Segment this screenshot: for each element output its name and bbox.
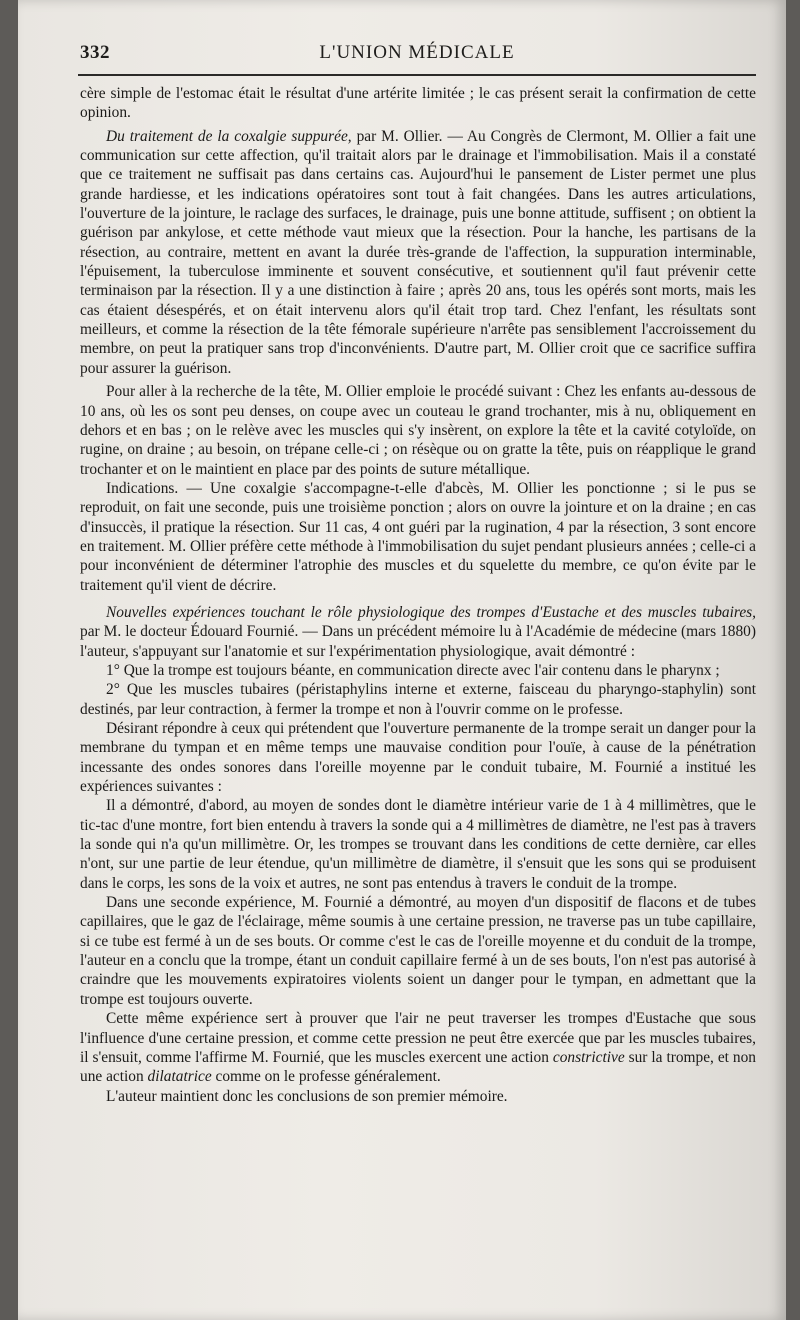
paragraph-indications: Indications. — Une coxalgie s'accompagne-t-elle d'abcès, M. Ollier les ponctionne ; si le pus se reproduit, on fait une seconde, puis une troisième ponction ; alors on ouvre la jointure et on la draine ; en cas d'insuccès, il pratique la résection. Sur 11 cas, 4 ont guéri par la rugination, 4 par la résection, 3 sont encore en traitement. M. Ollier préfère cette méthode à l'immobilisation du sujet pendant plusieurs années ; celle-ci a pour inconvénient de déterminer l'atrophie des muscles et du squelette du membre, ce qu'on évite par le traitement qu'il vient de décrire.: [80, 479, 756, 594]
paragraph-experience-2: Dans une seconde expérience, M. Fournié a démontré, au moyen d'un dispositif de flacons et de tubes capillaires, que le gaz de l'éclairage, même soumis à une certaine pression, ne traverse pas un tube capillaire, si ce tube est fermé à un de ses bouts. Or comme c'est le cas de l'oreille moyenne et du conduit de la trompe, l'auteur en a conclu que la trompe, étant un conduit capillaire fermé à un de ses bouts, l'on n'est pas autorisé à craindre que les mouvements expiratoires violents soient un danger pour le tympan, en admettant que la trompe est toujours ouverte.: [80, 894, 756, 1008]
paragraph-final: L'auteur maintient donc les conclusions de son premier mémoire.: [106, 1087, 508, 1105]
paragraph-continuation: cère simple de l'estomac était le résultat d'une artérite limitée ; le cas présent serait la confirmation de cette opinion.: [80, 85, 756, 122]
paragraph-text: sur la trompe, et non une action: [80, 1048, 756, 1086]
journal-page: [18, 0, 786, 1320]
paragraph-text: comme on le professe généralement.: [211, 1068, 441, 1086]
section-title-eustache: Nouvelles expériences touchant le rôle physiologique des trompes d'Eustache et des muscles tubaires,: [106, 603, 756, 621]
page-header: [80, 42, 754, 70]
paragraph-coxalgie: [80, 127, 756, 378]
running-head: L'UNION MÉDICALE: [319, 42, 515, 63]
header-rule: [78, 74, 756, 76]
term-constrictive: constrictive: [552, 1048, 625, 1066]
term-dilatatrice: dilatatrice: [147, 1068, 212, 1086]
paragraph-desirant: Désirant répondre à ceux qui prétendent que l'ouverture permanente de la trompe serait un danger pour la membrane du tympan et en même temps une mauvaise condition pour l'ouïe, à cause de la pénétration incessante des ondes sonores dans l'oreille moyenne par le conduit tubaire, M. Fournié a institué les expériences suivantes :: [80, 720, 756, 796]
paragraph-eustache: [80, 603, 756, 661]
paragraph-text: par M. le docteur Édouard Fournié. — Dans un précédent mémoire lu à l'Académie de médecine (mars 1880) l'auteur, s'appuyant sur l'anatomie et sur l'expérimentation physiologique, avait démontré :: [80, 623, 756, 660]
article-body: [80, 84, 756, 1106]
paragraph-experience-1: Il a démontré, d'abord, au moyen de sondes dont le diamètre intérieur varie de 1 à 4 millimètres, que le tic-tac d'une montre, fort bien entendu à travers la sonde qui a 4 millimètres de diamètre, ne l'est pas à travers la sonde qui n'a qu'un millimètre. Or, les trompes se trouvant dans les conditions de cette dernière, car elles n'ont, sur une partie de leur étendue, qu'un millimètre de diamètre, il s'ensuit que les sons qui se produisent dans le corps, les sons de la voix et autres, ne sont pas entendus à travers le conduit de la trompe.: [80, 797, 756, 892]
paragraph-point-2: 2° Que les muscles tubaires (péristaphylins interne et externe, faisceau du pharyngo-staphylin) sont destinés, par leur contraction, à fermer la trompe et non à l'ouvrir comme on le professe.: [80, 681, 756, 718]
paragraph-procede: Pour aller à la recherche de la tête, M. Ollier emploie le procédé suivant : Chez les enfants au-dessous de 10 ans, où les os sont peu denses, on coupe avec un couteau le grand trochanter, mis à nu, obliquement en dehors et en bas ; on le relève avec les muscles qui s'y insèrent, on explore la tête et la cavité cotyloïde, on rugine, on draine ; au besoin, on trépane celle-ci ; on résèque ou on gratte la tête, puis on réapplique le grand trochanter et on le maintient en place par des points de suture métallique.: [80, 383, 756, 478]
paragraph-point-1: 1° Que la trompe est toujours béante, en communication directe avec l'air contenu dans le pharynx ;: [106, 661, 720, 679]
paragraph-conclusion-experience: [80, 1009, 756, 1086]
page-number: 332: [80, 42, 110, 63]
paragraph-text: Cette même expérience sert à prouver que l'air ne peut traverser les trompes d'Eustache que sous l'influence d'une certaine pression, et comme cette pression ne peut être exercée que par les muscles tubaires, il s'ensuit, comme l'affirme M. Fournié, que les muscles exercent une action: [80, 1010, 756, 1066]
section-title-coxalgie: Du traitement de la coxalgie suppurée,: [106, 127, 352, 145]
paragraph-text: par M. Ollier. — Au Congrès de Clermont, M. Ollier a fait une communication sur cette affection, qu'il traitait alors par le drainage et l'immobilisation. Mais il a constaté que ce traitement ne suffisait pas dans certains cas. Aujourd'hui le pansement de Lister permet une plus grande hardiesse, et les indications opératoires sont tout à fait changées. Dans les autres articulations, l'ouverture de la jointure, le raclage des surfaces, le drainage, puis une bonne attitude, suffisent ; on obtient la guérison par ankylose, et cette méthode vaut mieux que la résection. Pour la hanche, les partisans de la résection, au contraire, mettent en avant la durée très-grande de l'affection, la suppuration interminable, l'épuisement, la tuberculose imminente et souvent consécutive, et soutiennent qu'il faut prévenir cette terminaison par la résection. Il y a une distinction à faire ; après 20 ans, tous les opérés sont morts, mais les cas étaient désespérés, et on était intervenu alors qu'il était trop tard. Chez l'enfant, les résultats sont meilleurs, et comme la résection de la tête fémorale supérieure n'arrête pas sensiblement l'accroissement du membre, on peut la pratiquer sans trop d'inconvénients. D'autre part, M. Ollier croit que ce sacrifice suffira pour assurer la guérison.: [80, 127, 756, 377]
